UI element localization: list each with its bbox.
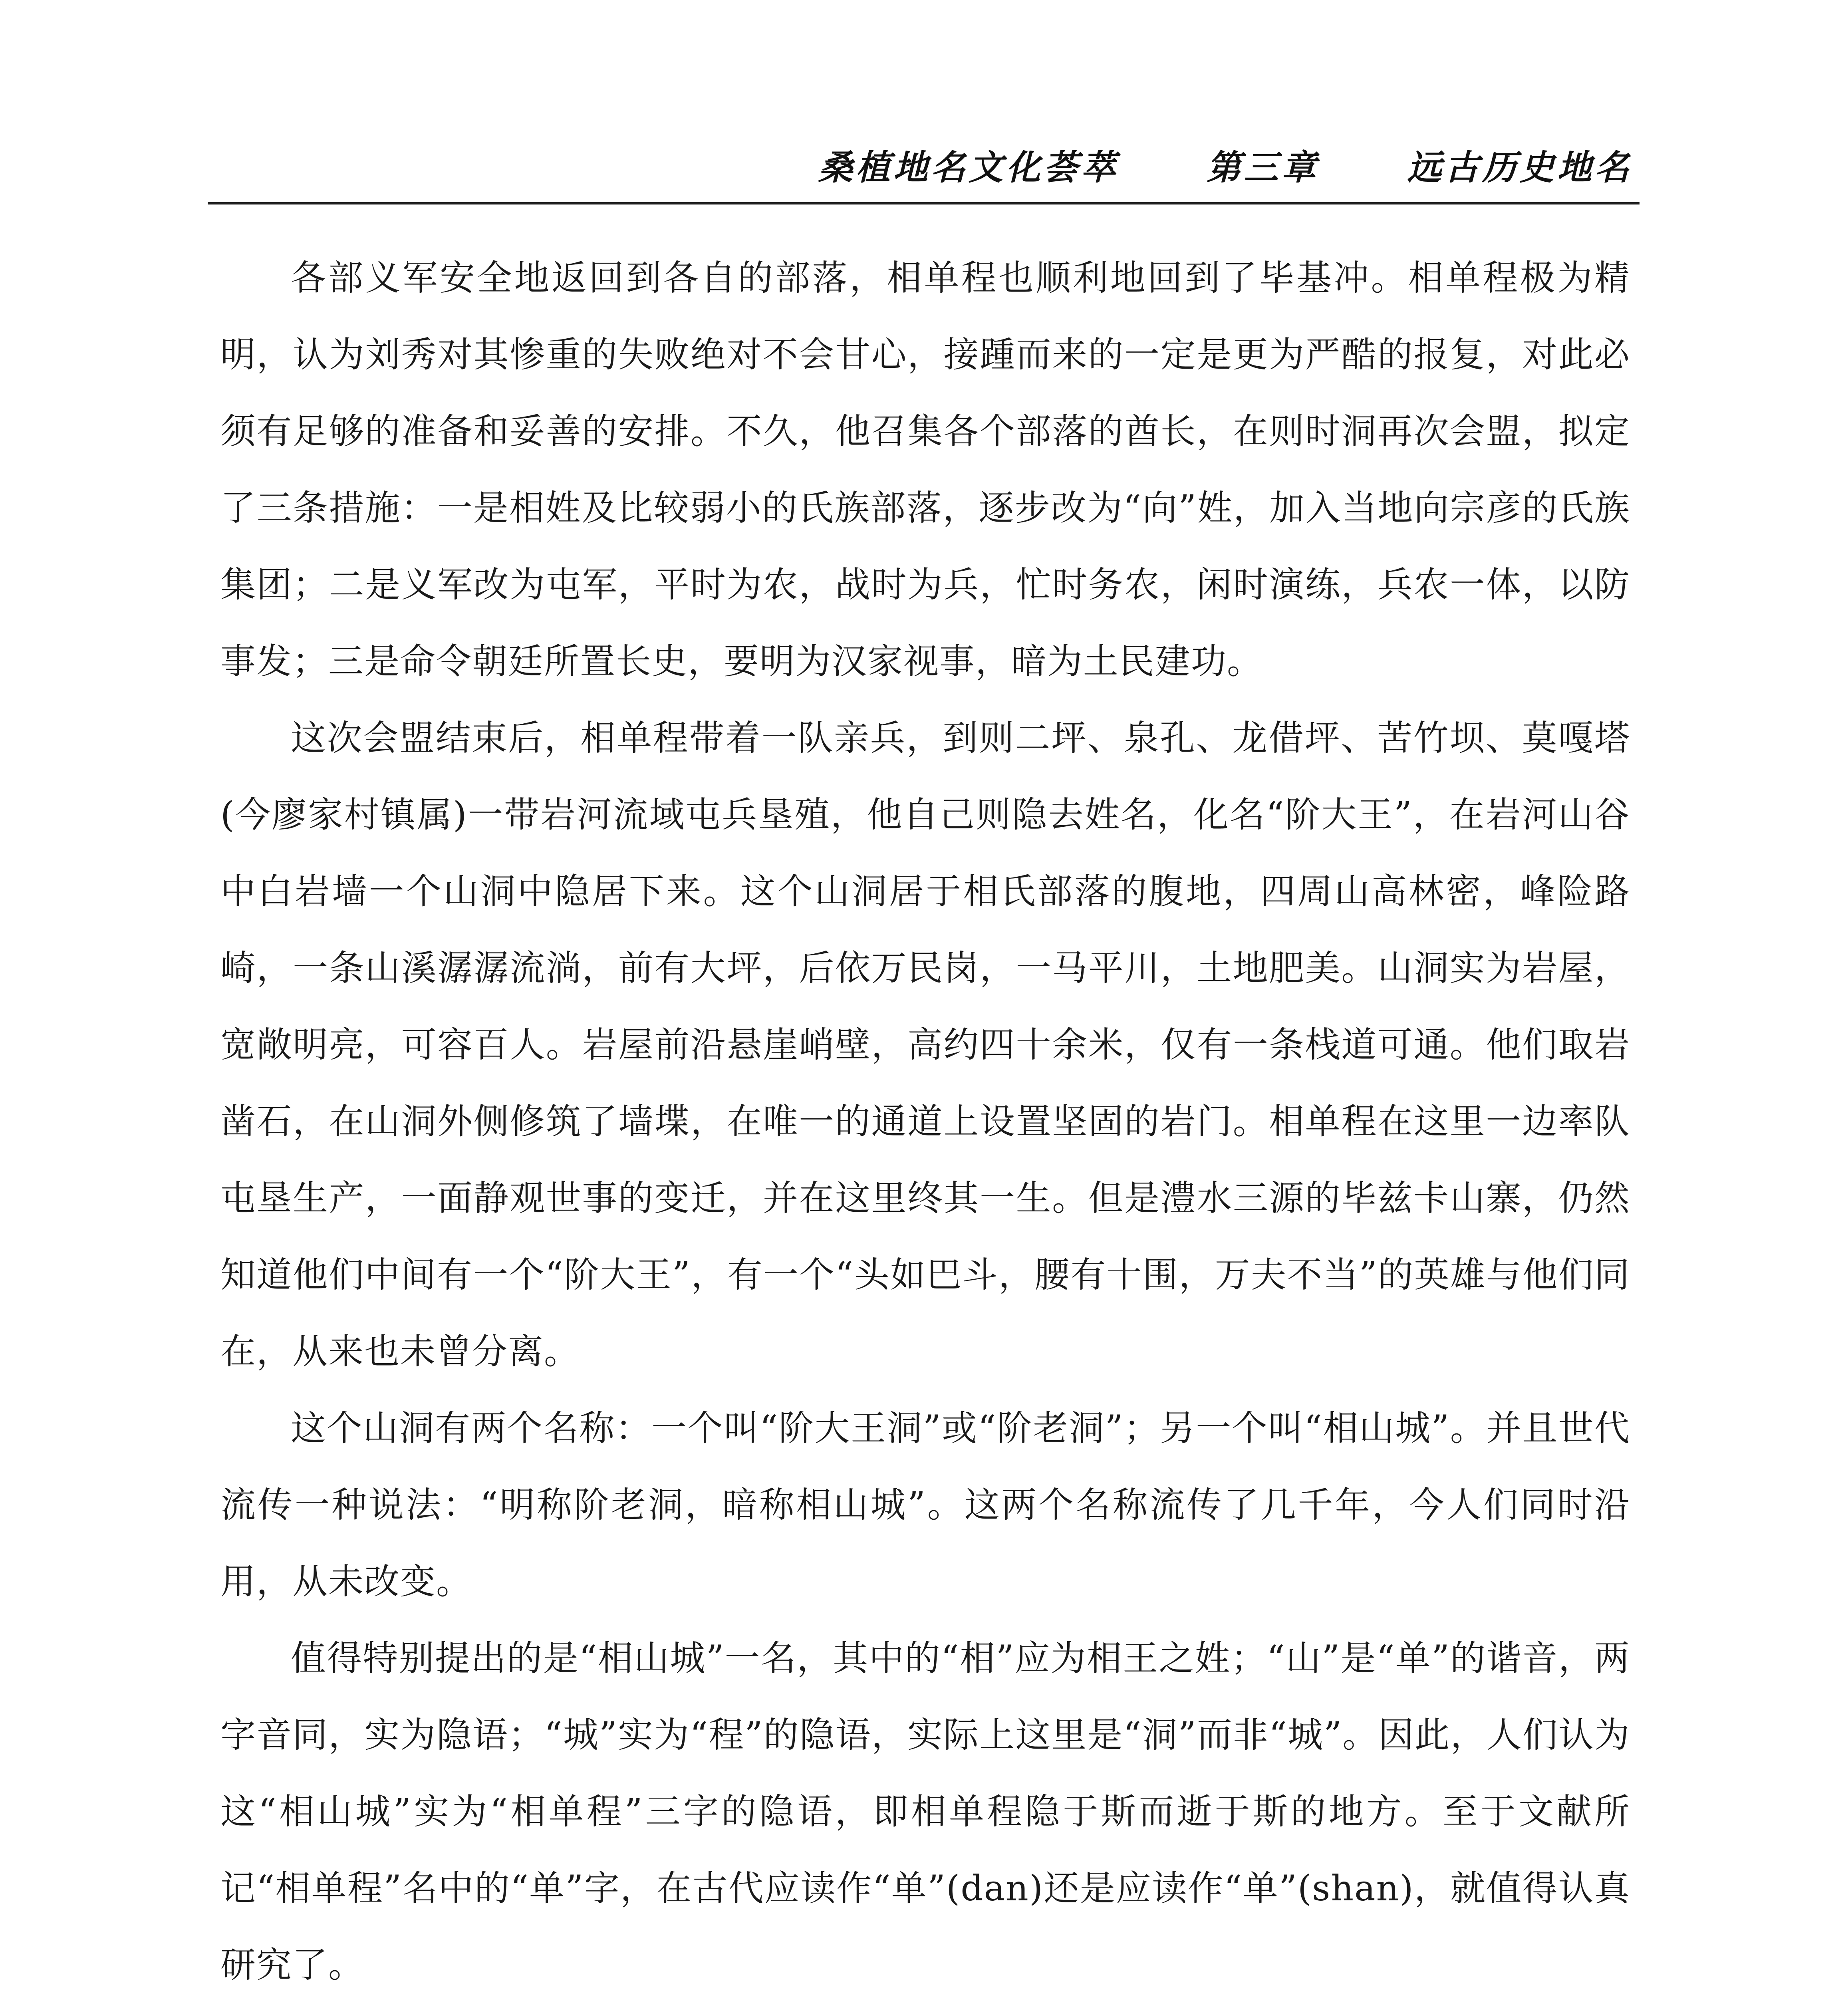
paragraph: 这个山洞有两个名称：一个叫“阶大王洞”或“阶老洞”；另一个叫“相山城”。并且世代流传一种说法：“明称阶老洞，暗称相山城”。这两个名称流传了几千年，今人们同时沿用，从未改变。 [220,1407,1630,1602]
paragraph: 这次会盟结束后，相单程带着一队亲兵，到则二坪、泉孔、龙借坪、苦竹坝、莫嘎塔(今廖家村镇属)一带岩河流域屯兵垦殖，他自己则隐去姓名，化名“阶大王”，在岩河山谷中白岩墙一个山洞中隐居下来。这个山洞居于相氏部落的腹地，四周山高林密，峰险路崎，一条山溪潺潺流淌，前有大坪，后依万民岗，一马平川，土地肥美。山洞实为岩屋，宽敞明亮，可容百人。岩屋前沿悬崖峭壁，高约四十余米，仅有一条栈道可通。他们取岩凿石，在山洞外侧修筑了墙堞，在唯一的通道上设置坚固的岩门。相单程在这里一边率队屯垦生产，一面静观世事的变迁，并在这里终其一生。但是澧水三源的毕兹卡山寨，仍然知道他们中间有一个“阶大王”，有一个“头如巴斗，腰有十围，万夫不当”的英雄与他们同在，从来也未曾分离。 [220,717,1630,1372]
running-header [234,140,1632,189]
header-rule [208,202,1640,204]
header-book-title: 桑植地名文化荟萃 [818,147,1119,188]
body-text [220,240,1630,1997]
paragraph: 值得特别提出的是“相山城”一名，其中的“相”应为相王之姓；“山”是“单”的谐音，两字音同，实为隐语；“城”实为“程”的隐语，实际上这里是“洞”而非“城”。因此，人们认为这“相山城”实为“相单程”三字的隐语，即相单程隐于斯而逝于斯的地方。至于文献所记“相单程”名中的“单”字，在古代应读作“单”(dan)还是应读作“单”(shan)，就值得认真研究了。 [220,1638,1630,1985]
header-chapter: 第三章 [1207,147,1319,188]
paragraph: 各部义军安全地返回到各自的部落，相单程也顺利地回到了毕基冲。相单程极为精明，认为刘秀对其惨重的失败绝对不会甘心，接踵而来的一定是更为严酷的报复，对此必须有足够的准备和妥善的安排。不久，他召集各个部落的酋长，在则时洞再次会盟，拟定了三条措施：一是相姓及比较弱小的氏族部落，逐步改为“向”姓，加入当地向宗彦的氏族集团；二是义军改为屯军，平时为农，战时为兵，忙时务农，闲时演练，兵农一体，以防事发；三是命令朝廷所置长史，要明为汉家视事，暗为土民建功。 [220,257,1630,682]
header-section: 远古历史地名 [1407,147,1632,188]
